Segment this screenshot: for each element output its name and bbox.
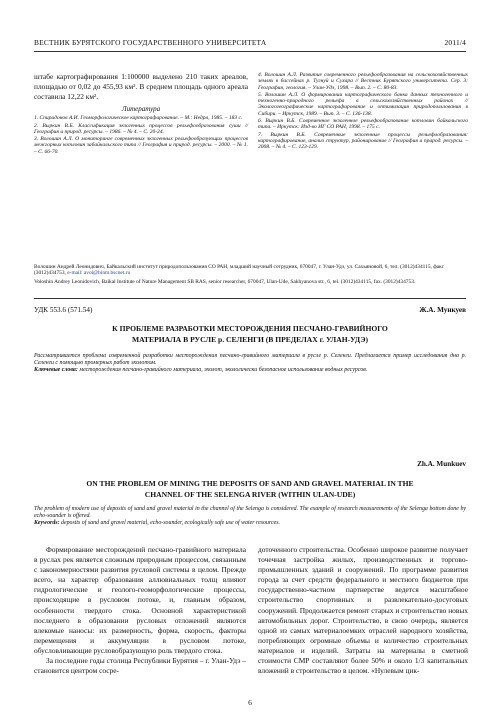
reference-item: 4. Волошин А.Л. Развитие современного рельефообразования на сельскохозяйственных землях в бассейнах р. Тугнуй и Сухара // Вестник Бурятского университета. Сер. 3: География, геология. – Улан-Удэ, 1998. – Вып. 2. – С. 80-83. [258, 72, 468, 91]
body-paragraph: доточенного строительства. Особенно широкое развитие получает точечная застройка жилых, производственных и торгово-промышленных зданий и сооружений. По программе развития города за счет средств федерального и местного бюджетов при государственно-частном партнерстве ведется масштабное строительство спортивных и развлекательно-досуговых сооружений. Продолжается ремонт старых и строительство новых автомобильных дорог. Строительство, в свою очередь, является одной из самых материалоемких отраслей народного хозяйства, потребляющих огромные объемы и количество строительных материалов и изделий. Затраты на материалы в сметной стоимости СМР составляют более 50% и около 1/3 капитальных вложений в строительство в целом. «Нулевым цик- [258, 545, 468, 676]
page-number: 6 [248, 698, 252, 707]
prev-article-author-info [34, 264, 466, 289]
reference-item: 6. Выркин В.Б. Современное экзогенное рельефообразование котловин байкальского типа. – Иркутск: Изд-во ИГ СО РАН, 1998. – 175 с. [258, 118, 468, 131]
keywords-en: Keywords: deposits of sand and gravel material, echo-sounder, ecologically safe use of water resources. [34, 519, 280, 526]
article-title-en: ON THE PROBLEM OF MINING THE DEPOSITS OF SAND AND GRAVEL MATERIAL IN THE CHANNEL OF THE SELENGA RIVER (WITHIN ULAN-UDE) [86, 479, 414, 499]
running-header [34, 38, 466, 50]
abstract-en: The problem of modern use of deposits of sand and gravel material in the channel of the Selenga is considered. The example of research measurements of the Selenga bottom done by echo-sounder is offered. [34, 506, 466, 519]
header-rule [34, 51, 466, 52]
body-paragraph: За последние годы столица Республики Бурятия – г. Улан-Удэ – становится центром сосре- [34, 656, 246, 676]
udc-code: УДК 553.6 (571.54) [34, 306, 93, 314]
reference-item: 7. Выркин В.Б. Современные экзогенные процессы рельефообразования: картографирование, анализ структур, районирование // География и природ. ресурсы. – 2008. – № 4. – С. 123-129. [258, 131, 468, 151]
body-right-column [258, 545, 468, 676]
prev-article-left-column [34, 72, 248, 156]
references-list-left [34, 115, 248, 155]
abstract-ru-block [34, 353, 466, 373]
author-info-en: Voloshin Andrey Leonidovich, Baikal Institute of Nature Management SB RAS, senior researcher, 670047, Ulan-Ude, Sakhyanova str., 6, tel. (3012)434115, fax. (3012)434753. [34, 279, 416, 286]
article-author-ru: Ж.А. Мункуев [419, 306, 466, 314]
reference-item: 2. Выркин В.Б. Классификация экзогенных процессов рельефообразования суши // География и природ. ресурсы. – 1986. – № 4. – С. 20-24. [34, 122, 248, 135]
prev-article-intro: штабе картографирования 1:100000 выделено 210 таких ареалов, площадью от 0,02 до 455,93 км². В среднем площадь одного ареала составила 12,22 км². [34, 72, 248, 102]
journal-name: ВЕСТНИК БУРЯТСКОГО ГОСУДАРСТВЕННОГО УНИВЕРСИТЕТА [34, 38, 267, 47]
reference-item: 5. Волошин А.Л. О формировании картографического банка данных техногенного и техногенно-природного рельефа в сельскохозяйственных районах // Экологогеографические картографирование и оптимизация природопользования в Сибири. – Иркутск, 1989. – Вып. 3. – С. 136-138. [258, 91, 468, 117]
author-email-link[interactable]: e-mail: avol@binm.bscnet.ru [67, 270, 131, 277]
abstract-ru: Рассматривается проблема современной разработки месторождения песчано-гравийного материала в русле р. Селенги. Предлагается пример исследования дна р. Селенги с помощью промерных работ эхолотом. [34, 353, 466, 366]
keywords-ru: Ключевые слова: месторождения песчано-гравийного материала, эхолот, экологически безопасное использование водных ресурсов. [34, 366, 368, 373]
keywords-en-label: Keywords: [34, 519, 60, 526]
article-title-ru: К ПРОБЛЕМЕ РАЗРАБОТКИ МЕСТОРОЖДЕНИЯ ПЕСЧАНО-ГРАВИЙНОГО МАТЕРИАЛА В РУСЛЕ р. СЕЛЕНГИ (В ПРЕДЕЛАХ г. УЛАН-УДЭ) [112, 324, 388, 344]
issue-number: 2011/4 [444, 38, 466, 47]
references-heading: Литература [121, 105, 161, 114]
article-author-en: Zh.A. Munkuev [417, 460, 466, 468]
keywords-ru-label: Ключевые слова: [34, 366, 78, 373]
reference-item: 1. Спиридонов А.И. Геоморфологическое картографирование. – М.: Недра, 1985. – 183 с. [34, 115, 243, 122]
references-list-right [258, 72, 468, 152]
abstract-en-block [34, 506, 466, 526]
author-info-ru: Волошин Андрей Леонидович, Байкальский институт природопользования СО РАН, младший научный сотрудник, 670047, г. Улан-Удэ, ул. Сахьяновой, 6, тел. (3012)434115, факс (3012)434753, e-mail: avol@binm.bscnet.ru [34, 264, 444, 277]
body-left-column [34, 545, 246, 676]
reference-item: 3. Волошин А.Л. О мониторинге современных экзогенных рельефообразующих процессов межгорных котловин забайкальского типа // География и природ. ресурсы. – 2000. – № 1. – С. 66-70. [34, 136, 248, 155]
body-paragraph: Формирование месторождений песчано-гравийного материала в руслах рек является сложным природным процессом, связанным с закономерностями развития русловой системы в целом. Прежде всего, на характер образования аллювиальных толщ влияют гидрологические и геолого-геоморфологические процессы, происходящие в русловом потоке, и, главным образом, особенности твердого стока. Основной характеристикой последнего в образовании русловых отложений являются влекомые наносы: их размерность, форма, скорость, факторы перемещения и аккумуляции в русловом потоке, обусловливающие русловобразующую роль твердого стока. [34, 545, 246, 655]
article-separator-rule [34, 298, 466, 299]
